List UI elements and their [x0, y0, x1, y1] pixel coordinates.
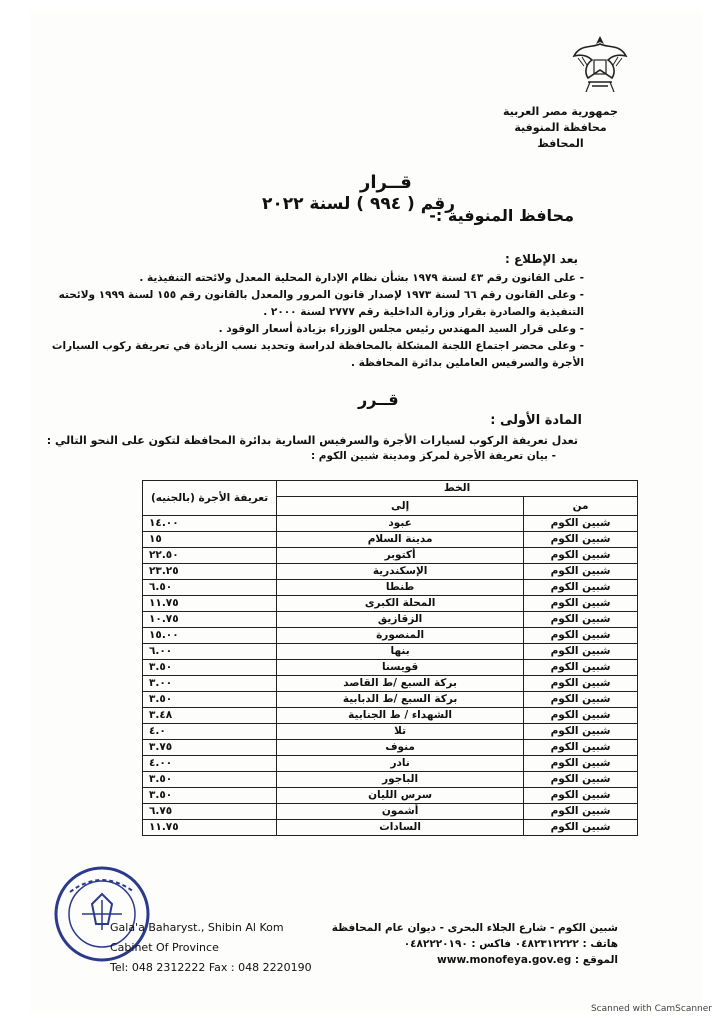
cell-to: نادر	[277, 756, 524, 772]
cell-to: بركة السبع /ط القاصد	[277, 676, 524, 692]
table-row	[143, 596, 638, 612]
recitals-list	[24, 270, 584, 372]
cell-to: بركة السبع /ط الدبابية	[277, 692, 524, 708]
recital-item: - وعلى قرار السيد المهندس رئيس مجلس الوزراء بزيادة أسعار الوقود .	[218, 323, 584, 335]
cell-to: مدينة السلام	[277, 532, 524, 548]
cell-fare: ٣.٥٠	[143, 772, 277, 788]
cell-from: شبين الكوم	[524, 788, 638, 804]
cell-from: شبين الكوم	[524, 660, 638, 676]
article-title: المادة الأولى :	[490, 413, 582, 428]
cell-from: شبين الكوم	[524, 740, 638, 756]
table-row	[143, 548, 638, 564]
cell-fare: ٦.٧٥	[143, 804, 277, 820]
footer-ar-line: شبين الكوم - شارع الجلاء البحرى - ديوان عام المحافظة	[331, 922, 618, 934]
decree-heading: قــرار	[360, 172, 412, 193]
footer-en-line: Tel: 048 2312222 Fax : 048 2220190	[110, 961, 312, 974]
table-row	[143, 820, 638, 836]
cell-to: المحلة الكبرى	[277, 596, 524, 612]
cell-to: بنها	[277, 644, 524, 660]
cell-to: تلا	[277, 724, 524, 740]
cell-to: الزقازيق	[277, 612, 524, 628]
cell-from: شبين الكوم	[524, 548, 638, 564]
article-text: تعدل تعريفة الركوب لسيارات الأجرة والسرفيس السارية بدائرة المحافظة لتكون على النحو التالي :	[46, 434, 578, 447]
cell-fare: ٤.٠	[143, 724, 277, 740]
letterhead-line-2: محافظة المنوفية	[514, 121, 607, 134]
cell-fare: ٣.٥٠	[143, 660, 277, 676]
cell-fare: ٤.٠٠	[143, 756, 277, 772]
cell-from: شبين الكوم	[524, 692, 638, 708]
cell-to: الباجور	[277, 772, 524, 788]
footer-en-line: Cabinet Of Province	[110, 941, 219, 954]
table-row	[143, 772, 638, 788]
table-row	[143, 644, 638, 660]
cell-from: شبين الكوم	[524, 724, 638, 740]
table-row	[143, 708, 638, 724]
cell-to: المنصورة	[277, 628, 524, 644]
cell-fare: ١٥	[143, 532, 277, 548]
after-review-heading: بعد الإطلاع :	[504, 252, 578, 266]
cell-from: شبين الكوم	[524, 708, 638, 724]
cell-to: السادات	[277, 820, 524, 836]
table-row	[143, 724, 638, 740]
to-header: إلى	[277, 497, 524, 516]
table-row	[143, 612, 638, 628]
decree-document	[30, 12, 702, 1012]
letterhead-line-1: جمهورية مصر العربية	[503, 105, 618, 118]
table-row	[143, 692, 638, 708]
cell-fare: ١١.٧٥	[143, 596, 277, 612]
line-header: الخط	[277, 481, 638, 497]
footer-ar-line: هاتف : ٠٤٨٢٣١٢٢٢٢ فاكس : ٠٤٨٢٢٢٠١٩٠	[403, 938, 618, 950]
cell-to: سرس الليان	[277, 788, 524, 804]
recital-item: - وعلى القانون رقم ٦٦ لسنة ١٩٧٣ لإصدار قانون المرور والمعدل بالقانون رقم ١٥٥ لسنة ١٩٩٩ ولائحته التنفيذية والصادرة بقرار وزارة الداخلية رقم ٢٧٧٧ لسنة ٢٠٠٠ .	[58, 289, 584, 318]
recital-item: - على القانون رقم ٤٣ لسنة ١٩٧٩ بشأن نظام الإدارة المحلية المعدل ولائحته التنفيذية .	[139, 272, 584, 284]
fare-table	[142, 480, 638, 836]
cell-fare: ١٤.٠٠	[143, 516, 277, 532]
cell-to: أشمون	[277, 804, 524, 820]
footer-address-ar	[332, 920, 618, 968]
table-row	[143, 660, 638, 676]
cell-fare: ٦.٠٠	[143, 644, 277, 660]
cell-to: طنطا	[277, 580, 524, 596]
cell-fare: ٣.٥٠	[143, 788, 277, 804]
cell-from: شبين الكوم	[524, 820, 638, 836]
egypt-eagle-emblem	[570, 30, 630, 100]
decree-number: رقم ( ٩٩٤ ) لسنة ٢٠٢٢	[262, 194, 455, 214]
table-row	[143, 564, 638, 580]
cell-fare: ١٠.٧٥	[143, 612, 277, 628]
cell-from: شبين الكوم	[524, 596, 638, 612]
table-row	[143, 516, 638, 532]
cell-from: شبين الكوم	[524, 516, 638, 532]
cell-from: شبين الكوم	[524, 644, 638, 660]
cell-to: الإسكندرية	[277, 564, 524, 580]
from-header: من	[524, 497, 638, 516]
cell-fare: ٣.٠٠	[143, 676, 277, 692]
table-row	[143, 628, 638, 644]
cell-from: شبين الكوم	[524, 532, 638, 548]
cell-fare: ٦.٥٠	[143, 580, 277, 596]
recital-item: - وعلى محضر اجتماع اللجنة المشكلة بالمحافظة لدراسة وتحديد نسب الزيادة في تعريفة ركوب السيارات الأجرة والسرفيس العاملين بدائرة المحافظة .	[51, 340, 584, 369]
table-row	[143, 676, 638, 692]
governor-title: محافظ المنوفية :-	[429, 206, 574, 225]
cell-fare: ٢٢.٥٠	[143, 548, 277, 564]
table-row	[143, 804, 638, 820]
cell-to: أكتوبر	[277, 548, 524, 564]
table-row	[143, 580, 638, 596]
cell-to: منوف	[277, 740, 524, 756]
cell-from: شبين الكوم	[524, 772, 638, 788]
cell-to: عبود	[277, 516, 524, 532]
footer-address-en	[110, 918, 312, 978]
article-subtitle: - بيان تعريفة الأجرة لمركز ومدينة شبين الكوم :	[310, 450, 556, 462]
cell-from: شبين الكوم	[524, 756, 638, 772]
letterhead-line-3: المحافظ	[537, 137, 584, 150]
cell-from: شبين الكوم	[524, 564, 638, 580]
cell-to: قويسنا	[277, 660, 524, 676]
table-row	[143, 740, 638, 756]
cell-fare: ٢٣.٢٥	[143, 564, 277, 580]
cell-from: شبين الكوم	[524, 676, 638, 692]
decides-heading: قــرر	[358, 390, 399, 409]
cell-fare: ١١.٧٥	[143, 820, 277, 836]
cell-from: شبين الكوم	[524, 804, 638, 820]
cell-fare: ٣.٥٠	[143, 692, 277, 708]
footer-ar-line: الموقع : www.monofeya.gov.eg	[437, 954, 618, 966]
table-row	[143, 532, 638, 548]
cell-to: الشهداء / ط الجنابية	[277, 708, 524, 724]
cell-fare: ٣.٤٨	[143, 708, 277, 724]
fare-table-body	[143, 516, 638, 836]
cell-from: شبين الكوم	[524, 580, 638, 596]
fare-header: تعريفة الأجرة (بالجنيه)	[143, 481, 277, 516]
scanner-watermark: Scanned with CamScanner	[590, 1004, 712, 1014]
cell-from: شبين الكوم	[524, 628, 638, 644]
table-row	[143, 756, 638, 772]
footer-en-line: Gala'a Baharyst., Shibin Al Kom	[110, 921, 284, 934]
governorate-letterhead	[503, 104, 618, 152]
table-row	[143, 788, 638, 804]
cell-fare: ١٥.٠٠	[143, 628, 277, 644]
cell-from: شبين الكوم	[524, 612, 638, 628]
cell-fare: ٣.٧٥	[143, 740, 277, 756]
